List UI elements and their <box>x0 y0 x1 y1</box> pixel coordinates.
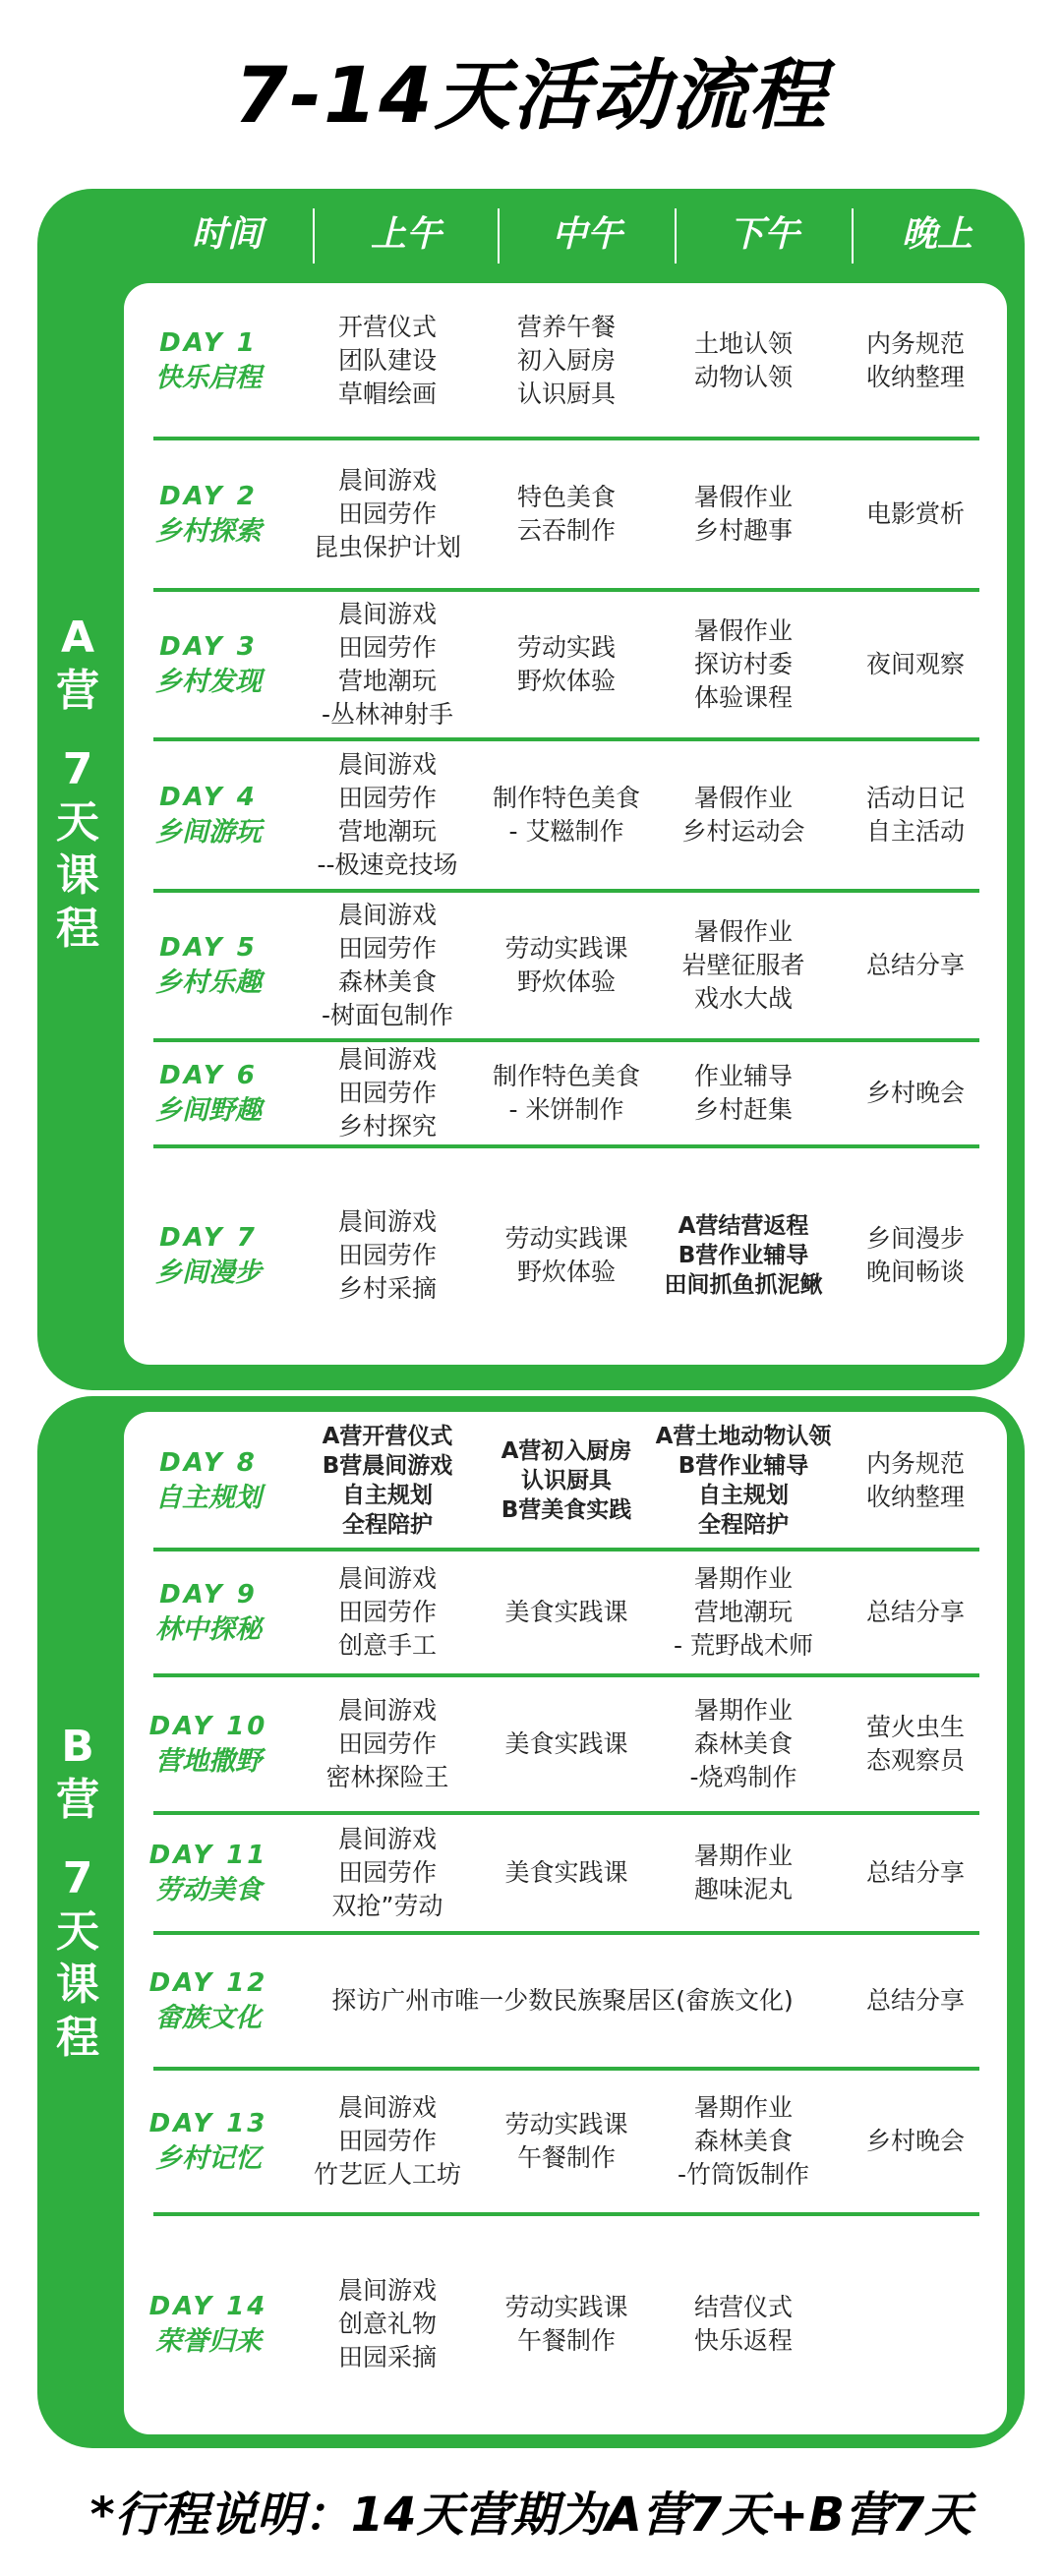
day-number: DAY 10 <box>148 1712 268 1741</box>
activity-evening: 总结分享 <box>865 951 965 979</box>
camp-label-char: 课 <box>56 1960 99 2010</box>
activity-noon: 制作特色美食 - 艾糍制作 <box>492 784 640 846</box>
activity-full-day: 探访广州市唯一少数民族聚居区(畲族文化) <box>331 1986 794 2015</box>
activity-morning: 晨间游戏 田园劳作 乡村探究 <box>337 1045 437 1141</box>
activity-morning: A营开营仪式 B营晨间游戏 自主规划 全程陪护 <box>322 1424 453 1538</box>
activity-morning: 晨间游戏 田园劳作 营地潮玩 --极速竞技场 <box>317 750 458 879</box>
activity-morning: 晨间游戏 田园劳作 乡村采摘 <box>337 1207 437 1303</box>
activity-afternoon: 土地认领 动物认领 <box>693 329 793 391</box>
itinerary-note: *行程说明：14天营期为A营7天+B营7天 <box>89 2488 973 2543</box>
camp-label-char: 天 <box>56 1906 99 1957</box>
day-label <box>124 1220 293 1291</box>
activity-morning: 晨间游戏 创意礼物 田园采摘 <box>337 2276 437 2371</box>
activity-morning: 晨间游戏 田园劳作 营地潮玩 -丛林神射手 <box>321 600 454 729</box>
activity-noon: 特色美食 云吞制作 <box>516 483 616 545</box>
schedule-row <box>124 891 1007 1040</box>
activity-afternoon: A营土地动物认领 B营作业辅导 自主规划 全程陪护 <box>655 1424 832 1538</box>
day-label <box>124 629 293 700</box>
day-theme: 乡村记忆 <box>155 2143 262 2174</box>
activity-evening: 总结分享 <box>865 1598 965 1626</box>
activity-afternoon: 暑假作业 岩壁征服者 戏水大战 <box>681 917 805 1013</box>
camp-a-schedule-card <box>124 283 1007 1365</box>
day-number: DAY 7 <box>159 1223 258 1253</box>
activity-afternoon: 暑期作业 森林美食 -竹筒饭制作 <box>677 2093 810 2189</box>
day-number: DAY 6 <box>159 1061 258 1090</box>
schedule-row <box>124 2069 1007 2214</box>
page-title: 7-14天活动流程 <box>234 52 828 141</box>
day-label <box>124 1709 293 1780</box>
camp-b-label <box>37 1721 118 2065</box>
camp-label-char: 营 <box>56 666 99 716</box>
activity-noon: 劳动实践课 午餐制作 <box>504 2293 628 2355</box>
camp-label-char: 程 <box>56 2013 99 2063</box>
header-morning: 上午 <box>370 214 442 255</box>
day-label <box>124 930 293 1001</box>
day-theme: 畲族文化 <box>155 2003 262 2033</box>
activity-noon: 劳动实践 野炊体验 <box>516 633 616 695</box>
schedule-row <box>124 439 1007 590</box>
day-number: DAY 11 <box>148 1841 268 1870</box>
day-label <box>124 325 293 396</box>
camp-label-char: 课 <box>56 850 99 901</box>
activity-noon: 美食实践课 <box>504 1598 628 1626</box>
activity-afternoon: A营结营返程 B营作业辅导 田间抓鱼抓泥鳅 <box>664 1213 823 1298</box>
schedule-header <box>144 201 1025 269</box>
camp-a-label <box>37 612 118 956</box>
day-label <box>124 1838 293 1908</box>
day-number: DAY 8 <box>159 1448 258 1478</box>
schedule-row <box>124 283 1007 439</box>
activity-morning: 开营仪式 团队建设 草帽绘画 <box>337 313 437 408</box>
schedule-row <box>124 1933 1007 2069</box>
day-theme: 乡村乐趣 <box>155 967 262 998</box>
schedule-row <box>124 1813 1007 1933</box>
day-number: DAY 14 <box>148 2292 268 2321</box>
activity-morning: 晨间游戏 田园劳作 竹艺匠人工坊 <box>313 2093 461 2189</box>
activity-afternoon: 暑期作业 森林美食 -烧鸡制作 <box>689 1696 797 1791</box>
schedule-row <box>124 2214 1007 2434</box>
day-theme: 劳动美食 <box>155 1875 262 1905</box>
activity-morning: 晨间游戏 田园劳作 创意手工 <box>337 1564 437 1660</box>
camp-b-schedule-card <box>124 1412 1007 2434</box>
day-number: DAY 3 <box>159 632 258 662</box>
day-label <box>124 780 293 850</box>
activity-evening: 萤火虫生 态观察员 <box>865 1713 965 1775</box>
day-label <box>124 1058 293 1129</box>
day-theme: 乡间游玩 <box>155 817 262 848</box>
header-afternoon: 下午 <box>728 214 799 255</box>
camp-a-panel <box>37 189 1025 1390</box>
camp-label-char: 营 <box>56 1775 99 1825</box>
schedule-row <box>124 1146 1007 1365</box>
activity-evening: 夜间观察 <box>865 650 965 678</box>
schedule-row <box>124 1040 1007 1146</box>
header-time: 时间 <box>191 214 263 255</box>
activity-noon: 美食实践课 <box>504 1858 628 1887</box>
activity-afternoon: 暑假作业 乡村运动会 <box>681 784 805 846</box>
activity-morning: 晨间游戏 田园劳作 森林美食 -树面包制作 <box>321 901 454 1029</box>
camp-label-char: 7 <box>62 744 93 794</box>
header-noon: 中午 <box>551 214 622 255</box>
activity-noon: 劳动实践课 午餐制作 <box>504 2110 628 2172</box>
activity-morning: 晨间游戏 田园劳作 双抢”劳动 <box>331 1825 443 1920</box>
activity-noon: 劳动实践课 野炊体验 <box>504 1224 628 1286</box>
activity-afternoon: 暑期作业 趣味泥丸 <box>693 1842 793 1903</box>
activity-noon: A营初入厨房 认识厨具 B营美食实践 <box>501 1438 632 1523</box>
activity-evening: 内务规范 收纳整理 <box>865 1449 965 1511</box>
schedule-row <box>124 590 1007 739</box>
camp-label-char: 天 <box>56 797 99 848</box>
day-theme: 乡间野趣 <box>155 1095 262 1126</box>
day-label <box>124 479 293 550</box>
day-label <box>124 2289 293 2360</box>
activity-evening: 活动日记 自主活动 <box>865 784 965 846</box>
day-number: DAY 9 <box>159 1580 258 1610</box>
camp-label-char: 程 <box>56 904 99 954</box>
activity-afternoon: 暑期作业 营地潮玩 - 荒野战术师 <box>674 1564 813 1660</box>
day-label <box>124 1965 293 2036</box>
schedule-row <box>124 1412 1007 1550</box>
camp-label-char: 7 <box>62 1853 93 1903</box>
schedule-row <box>124 739 1007 891</box>
day-number: DAY 1 <box>159 328 258 358</box>
activity-afternoon: 暑假作业 探访村委 体验课程 <box>693 616 793 712</box>
day-theme: 快乐启程 <box>155 363 262 393</box>
day-number: DAY 5 <box>159 933 258 963</box>
day-label <box>124 2106 293 2177</box>
activity-evening: 总结分享 <box>865 1986 965 2015</box>
day-number: DAY 2 <box>159 482 258 511</box>
activity-noon: 营养午餐 初入厨房 认识厨具 <box>516 313 616 408</box>
activity-morning: 晨间游戏 田园劳作 密林探险王 <box>325 1696 449 1791</box>
activity-afternoon: 暑假作业 乡村趣事 <box>693 483 793 545</box>
activity-morning: 晨间游戏 田园劳作 昆虫保护计划 <box>313 466 461 561</box>
day-label <box>124 1577 293 1648</box>
activity-evening: 乡间漫步 晚间畅谈 <box>865 1224 965 1286</box>
day-theme: 自主规划 <box>155 1483 262 1513</box>
activity-evening: 内务规范 收纳整理 <box>865 329 965 391</box>
activity-afternoon: 结营仪式 快乐返程 <box>693 2293 793 2355</box>
activity-evening: 乡村晚会 <box>865 2127 965 2155</box>
day-number: DAY 4 <box>159 783 258 812</box>
activity-noon: 美食实践课 <box>504 1729 628 1758</box>
camp-b-panel <box>37 1396 1025 2448</box>
day-theme: 荣誉归来 <box>155 2326 262 2357</box>
activity-noon: 制作特色美食 - 米饼制作 <box>492 1062 640 1124</box>
activity-evening: 电影赏析 <box>865 499 965 528</box>
day-theme: 乡村发现 <box>155 667 262 697</box>
schedule-row <box>124 1550 1007 1675</box>
day-number: DAY 13 <box>148 2109 268 2138</box>
day-theme: 林中探秘 <box>155 1614 262 1645</box>
activity-evening: 总结分享 <box>865 1858 965 1887</box>
activity-evening: 乡村晚会 <box>865 1079 965 1107</box>
day-label <box>124 1445 293 1516</box>
day-theme: 乡村探索 <box>155 516 262 547</box>
activity-noon: 劳动实践课 野炊体验 <box>504 934 628 996</box>
day-theme: 营地撒野 <box>155 1746 262 1777</box>
camp-label-char: B <box>61 1722 94 1772</box>
header-evening: 晚上 <box>901 214 973 255</box>
activity-afternoon: 作业辅导 乡村赶集 <box>693 1062 793 1124</box>
camp-label-char: A <box>60 613 95 663</box>
schedule-row <box>124 1675 1007 1813</box>
day-theme: 乡间漫步 <box>155 1258 262 1288</box>
day-number: DAY 12 <box>148 1968 268 1998</box>
